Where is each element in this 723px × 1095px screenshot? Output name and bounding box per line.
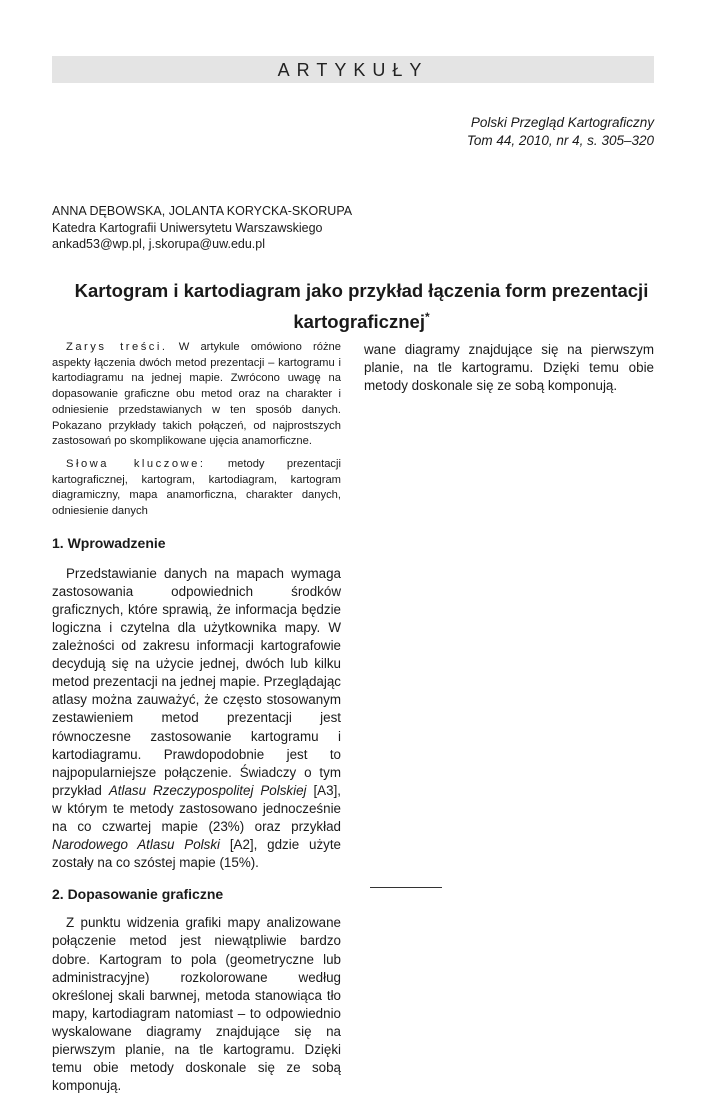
author-block (52, 203, 352, 253)
keywords-label: Słowa kluczowe: (66, 457, 206, 470)
left-column (52, 340, 341, 1095)
abstract (52, 340, 341, 450)
author-affiliation: Katedra Kartografii Uniwersytetu Warszawskiego (52, 220, 323, 235)
article-title (40, 278, 683, 335)
keywords-text: metody prezentacji kartograficznej, kartogram, kartodiagram, kartogram diagramiczny, mapa anamorficzna, charakter danych, odniesienie danych (52, 457, 342, 518)
journal-info (467, 114, 654, 150)
title-line-2: kartograficznej (293, 311, 425, 333)
author-names: ANNA DĘBOWSKA, JOLANTA KORYCKA-SKORUPA (52, 204, 353, 218)
section-label: ARTYKUŁY (277, 60, 429, 80)
journal-volume: Tom 44, 2010, nr 4, s. 305–320 (466, 133, 654, 148)
section-1-heading: 1. Wprowadzenie (52, 534, 166, 551)
abstract-label: Zarys treści. (66, 341, 168, 353)
title-line-1: Kartogram i kartodiagram jako przykład łączenia form prezentacji (74, 280, 649, 301)
atlas-rp-title: Atlasu Rzeczypospolitej Polskiej (108, 782, 307, 798)
title-footnote-mark: * (424, 310, 430, 324)
keywords (52, 457, 341, 520)
footnote-rule (370, 887, 442, 888)
section-1-paragraph: Przedstawianie danych na mapach wymaga zastosowania odpowiednich środków graficznych, które sprawią, że informacja będzie logiczna i czytelna dla użytkownika mapy. W zależności od zakresu informacji kartografowie decydują się na użycie jednej, dwóch lub kilku metod prezentacji na jednej mapie. Przeglądając atlasy można zauważyć, że często stosowanym zestawieniem metod prezentacji jest równoczesne zastosowanie kartogramu i kartodiagramu. Prawdopodobnie jest to najpopularniejsze połączenie. Świadczy o tym przykład Atlasu Rzeczypospolitej Polskiej [A3], w którym te metody zastosowano jednocześnie na co czwartej mapie (23%) oraz przykład Narodowego Atlasu Polski [A2], gdzie użyte zostały na co szóstej mapie (15%). (52, 565, 342, 871)
atlas-nap-title: Narodowego Atlasu Polski (52, 837, 220, 853)
journal-name: Polski Przegląd Kartograficzny (470, 115, 654, 130)
section-2-heading: 2. Dopasowanie graficzne (52, 886, 224, 903)
section-banner (52, 56, 654, 83)
section-2-paragraph-1-end: wane diagramy znajdujące się na pierwszym planie, na tle kartogramu. Dzięki temu obie metody doskonale się ze sobą komponują. (364, 342, 654, 394)
section-2-paragraph-1: Z punktu widzenia grafiki mapy analizowane połączenie metod jest niewątpliwie bardzo dobre. Kartogram to pola (geometryczne lub administracyjne) rozkolorowane według określonej skali barwnej, metoda stanowiąca tło mapy, kartodiagram natomiast – to odpowiednio wyskalowane diagramy znajdujące się na pierwszym planie, na tle kartogramu. Dzięki temu obie metody doskonale się ze sobą komponują. (52, 915, 341, 1094)
right-column-flow (364, 341, 654, 395)
abstract-text: W artykule omówiono różne aspekty łączenia dwóch metod prezentacji – kartogramu i kartodiagramu na jednej mapie. Zwrócono uwagę na dopasowanie graficzne obu metod oraz na charakter i odniesienie przedstawianych w ten sposób danych. Pokazano przykłady takich połączeń, od najprostszych zastosowań po skomplikowane ujęcia anamorficzne. (52, 341, 341, 448)
author-emails: ankad53@wp.pl, j.skorupa@uw.edu.pl (52, 237, 266, 251)
